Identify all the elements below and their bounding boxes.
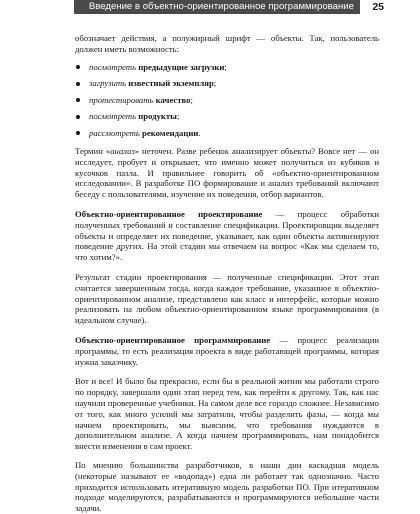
analysis-term: анализ	[110, 146, 135, 157]
analysis-paragraph	[75, 146, 379, 200]
bullet-item	[75, 75, 379, 92]
bullet-end: ;	[176, 111, 180, 122]
intro-paragraph: обозначает действия, а полужирный шрифт — объекты. Так, пользователь должен иметь возможность:	[75, 33, 379, 54]
bullet-dot-icon	[76, 131, 80, 135]
bullet-item	[75, 59, 379, 76]
chapter-title: Введение в объектно-ориентированное программирование	[74, 0, 360, 14]
bullet-end: .	[198, 127, 201, 138]
bullet-verb: протестировать	[89, 94, 154, 105]
bullet-object: предыдущие загрузки	[138, 61, 225, 72]
bullet-verb: рассмотреть	[89, 127, 140, 138]
bullet-end: ;	[224, 61, 227, 72]
reality-paragraph: Вот и все! И было бы прекрасно, если бы в реальной жизни мы работали строго по порядку, завершали один этап перед тем, как перейти к другому. Так, как нас научили проверенные учебники. На самом деле все гораздо сложнее. Независимо от того, как много усилий мы затратили, чтобы разделить фазы, — когда мы начнем проектировать, мы выясним, что требования нуждаются в дополнительном анализе. А когда начнем программировать, нам понадобится внести изменения в сам проект.	[75, 376, 379, 452]
bullet-verb: посмотреть	[89, 111, 137, 122]
design-paragraph	[75, 209, 379, 263]
bullet-object: рекомендации	[142, 127, 199, 138]
bullet-item	[75, 108, 379, 125]
design-text: — процесс обработки полученных требований и составление спецификации. Проектировщик выделяет объекты и определяет их поведение, указывает, как один объекты активизируют поведение других. На этой стадии мы отвечаем на вопрос «Как мы сделаем то, что хотим?».	[75, 209, 379, 263]
bullet-dot-icon	[76, 115, 80, 119]
bullet-object: качество	[155, 94, 191, 105]
programming-paragraph	[75, 335, 379, 367]
bullet-dot-icon	[76, 65, 80, 69]
analysis-text-rest: » неточен. Разве ребенок анализирует объекты? Вовсе нет — он исследует, пробует и открывает, что именно может получиться из кубиков и кусочков пазла. И правильнее говорить об «объектно-ориентированном исследовании». В разработке ПО формирование и анализ требований включают беседу с пользователями, изучение их поведения, отбор вариантов.	[75, 146, 380, 200]
bullet-object: известный экземпляр	[128, 78, 214, 89]
design-term: Объектно-ориентированное проектирование	[75, 209, 263, 220]
bullet-dot-icon	[76, 82, 80, 86]
bullet-end: ;	[190, 94, 193, 105]
page-body	[75, 33, 379, 514]
page-number: 25	[372, 1, 384, 13]
design-result-paragraph: Результат стадии проектирования — полученные спецификации. Этот этап считается завершенным тогда, когда каждое требование, указанное в объектно-ориентированном анализе, представлено как класс и интерфейс, которые можно реализовать на любом объектно-ориентированном языке программирования (в идеальном случае).	[75, 272, 379, 326]
running-header	[0, 0, 420, 19]
bullet-verb: загрузить	[89, 78, 127, 89]
bullet-verb: посмотреть	[89, 61, 137, 72]
bullet-object: продукты	[138, 111, 177, 122]
waterfall-paragraph: По мнению большинства разработчиков, в наши дни каскадная модель (некоторые называют ее «водопад») една ли работает так однозначно. Часто приходится использовать итеративную модель разработки ПО. При итеративном подходе моделируются, разрабатываются и программируются небольшие части задачи.	[75, 460, 379, 514]
programming-text: — процесс реализации программы, то есть реализация проекта в виде работающей программы, которая нужна заказчику.	[75, 335, 379, 367]
bullet-dot-icon	[76, 98, 80, 102]
bullet-item	[75, 125, 379, 142]
programming-term: Объектно-ориентированное программирование	[75, 335, 271, 346]
bullet-item	[75, 92, 379, 109]
bullet-end: ;	[213, 78, 217, 89]
analysis-text-start: Термин «	[75, 146, 111, 157]
bullet-list	[75, 59, 379, 142]
